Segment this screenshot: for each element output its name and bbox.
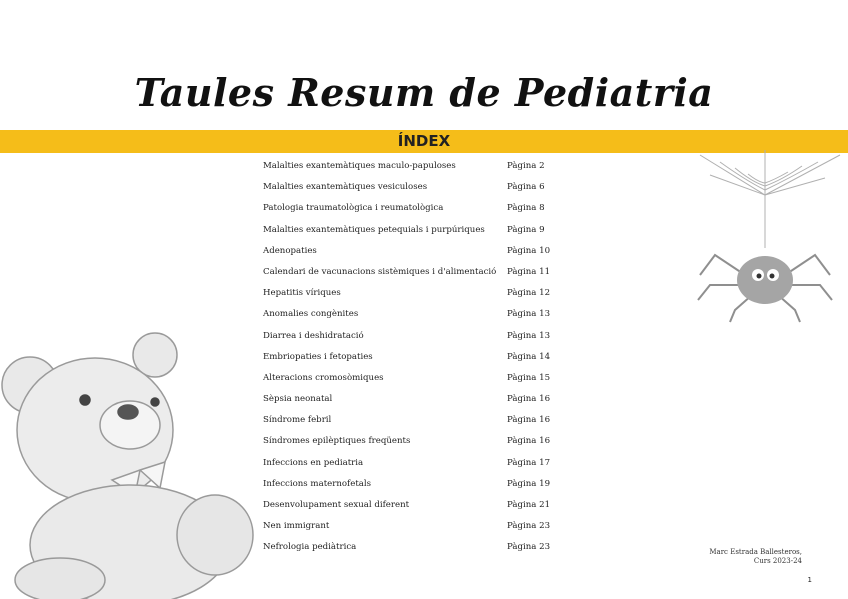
toc-topic: Nefrologia pediàtrica: [263, 542, 357, 553]
toc-page: Pàgina 17: [507, 457, 551, 468]
toc-topic: Síndromes epilèptiques freqüents: [263, 436, 411, 447]
toc-page: Pàgina 23: [507, 542, 551, 553]
toc-page: Pàgina 15: [507, 372, 551, 383]
teddy-bear-icon: [0, 330, 260, 599]
toc-entry[interactable]: [263, 392, 563, 413]
toc-topic: Sèpsia neonatal: [263, 394, 333, 405]
toc-entry[interactable]: [263, 350, 563, 371]
toc-topic: Malalties exantemàtiques vesiculoses: [263, 182, 428, 193]
toc-topic: Malalties exantemàtiques petequials i purpúriques: [263, 224, 485, 235]
toc-page: Pàgina 23: [507, 521, 551, 532]
toc-topic: Síndrome febril: [263, 415, 332, 426]
toc-topic: Alteracions cromosòmiques: [263, 372, 384, 383]
toc-page: Pàgina 6: [507, 182, 545, 193]
page-title: Taules Resum de Pediatria: [134, 70, 714, 115]
toc-topic: Nen immigrant: [263, 521, 330, 532]
toc-page: Pàgina 2: [507, 161, 545, 171]
toc-page: Pàgina 21: [507, 500, 551, 510]
toc-topic: Calendari de vacunacions sistèmiques i d'alimentació: [263, 266, 497, 277]
toc-entry[interactable]: [263, 180, 563, 201]
toc-entry[interactable]: [263, 434, 563, 455]
toc-entry[interactable]: [263, 223, 563, 244]
toc-page: Pàgina 10: [507, 245, 551, 256]
toc-page: Pàgina 14: [507, 351, 551, 362]
toc-page: Pàgina 11: [507, 266, 551, 277]
toc-entry[interactable]: [263, 498, 563, 519]
toc-page: Pàgina 9: [507, 224, 545, 235]
toc-entry[interactable]: [263, 329, 563, 350]
toc-page: Pàgina 19: [507, 478, 551, 489]
page-number: 1: [807, 576, 812, 584]
toc-entry[interactable]: [263, 540, 563, 561]
toc-entry[interactable]: [263, 413, 563, 434]
toc-topic: Anomalies congènites: [263, 309, 359, 320]
toc-topic: Patologia traumatològica i reumatològica: [263, 203, 444, 214]
toc-entry[interactable]: [263, 519, 563, 540]
toc-page: Pàgina 13: [507, 309, 551, 320]
toc-topic: Adenopaties: [263, 245, 317, 256]
toc-entry[interactable]: [263, 286, 563, 307]
toc-topic: Infeccions en pediatria: [263, 457, 364, 468]
toc-entry[interactable]: [263, 477, 563, 498]
toc-page: Pàgina 16: [507, 436, 551, 447]
toc-topic: Diarrea i deshidratació: [263, 330, 364, 341]
toc-page: Pàgina 16: [507, 415, 551, 426]
toc-topic: Embriopaties i fetopaties: [263, 351, 373, 362]
index-heading: ÍNDEX: [397, 132, 451, 150]
toc-topic: Hepatitis víriques: [263, 288, 341, 299]
table-of-contents: [263, 159, 563, 562]
toc-topic: Malalties exantemàtiques maculo-papuloses: [263, 161, 456, 171]
toc-entry[interactable]: [263, 265, 563, 286]
toc-page: Pàgina 8: [507, 203, 545, 214]
toc-entry[interactable]: [263, 159, 563, 180]
toc-entry[interactable]: [263, 201, 563, 222]
course-year: Curs 2023-24: [753, 557, 802, 565]
toc-page: Pàgina 13: [507, 330, 551, 341]
spider-icon: [690, 150, 848, 330]
toc-entry[interactable]: [263, 244, 563, 265]
toc-topic: Infeccions maternofetals: [263, 478, 372, 489]
author-block: [709, 548, 802, 566]
author-name: Marc Estrada Ballesteros,: [709, 548, 802, 556]
toc-page: Pàgina 16: [507, 394, 551, 405]
toc-entry[interactable]: [263, 371, 563, 392]
toc-entry[interactable]: [263, 307, 563, 328]
toc-entry[interactable]: [263, 456, 563, 477]
toc-topic: Desenvolupament sexual diferent: [263, 500, 410, 510]
toc-page: Pàgina 12: [507, 288, 551, 299]
